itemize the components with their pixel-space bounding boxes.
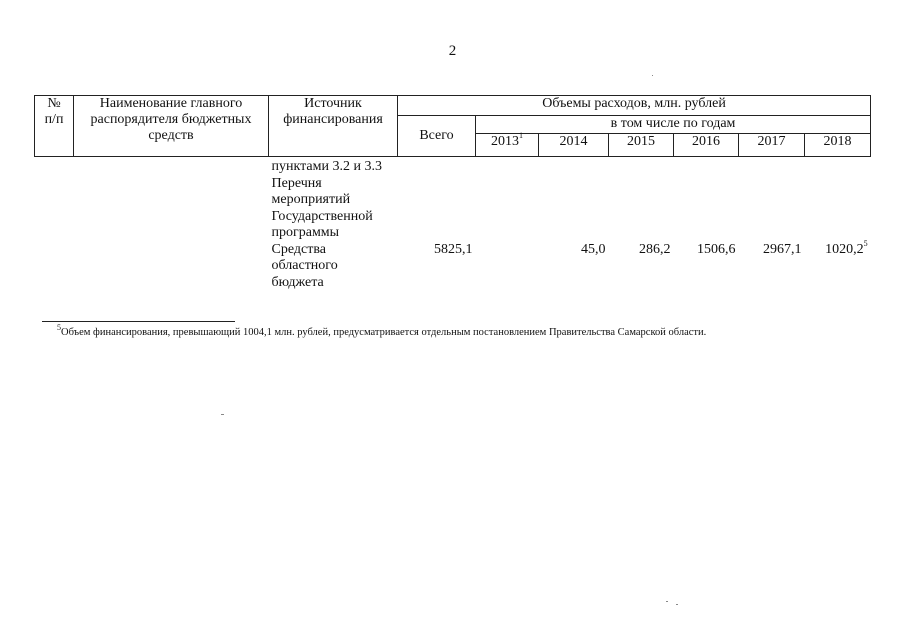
cell-total: 5825,1 [434,242,473,257]
header-num-line: п/п [44,112,64,127]
header-by-years: в том числе по годам [476,116,871,134]
header-source [269,96,398,157]
header-total: Всего [398,116,476,157]
header-num-line: № [47,96,61,111]
scan-speck [676,604,678,605]
cell-2016: 1506,6 [697,242,736,257]
footnote-divider [42,321,235,322]
scan-speck [221,414,224,415]
footnote-ref: 5 [863,239,868,249]
header-source-line: финансирования [283,112,383,127]
source-line: областного [271,258,338,273]
cell-num [35,157,74,292]
cell-name [74,157,269,292]
source-line: Средства [271,241,326,257]
header-year-2016: 2016 [674,134,739,157]
header-volumes: Объемы расходов, млн. рублей [398,96,871,116]
cell-2013 [476,157,539,292]
footnote-text: Объем финансирования, превышающий 1004,1 млн. рублей, предусматривается отдельным постановлением Правительства Самарской области. [61,327,707,338]
scan-speck [652,75,653,76]
source-line: мероприятий [271,192,351,207]
table-row [35,157,871,292]
header-year-2015: 2015 [609,134,674,157]
header-source-line: Источник [304,96,362,111]
header-name-line: Наименование главного [99,96,243,111]
footnote-ref: 1 [519,131,523,141]
source-line: программы [271,225,340,240]
source-line: бюджета [271,274,324,290]
header-name-line: распорядителя бюджетных [90,112,252,127]
cell-2014: 45,0 [581,242,606,257]
header-year-2014: 2014 [539,134,609,157]
cell-source [269,157,398,292]
header-num [35,96,74,157]
source-line: Перечня [271,175,322,191]
footnote [57,322,707,338]
header-name-line: средств [148,128,194,143]
header-name [74,96,269,157]
value-2018: 1020,2 [825,242,864,257]
header-year-2017: 2017 [739,134,805,157]
header-year-2018: 2018 [805,134,871,157]
cell-2015: 286,2 [639,242,671,257]
budget-table [34,95,871,291]
footnote-marker: 5 [57,322,61,332]
page-number: 2 [448,43,457,59]
header-year-2013 [476,131,539,157]
cell-2017: 2967,1 [763,242,802,257]
scan-speck [666,601,668,602]
source-line: Государственной [271,208,373,224]
year-label: 2013 [491,134,519,149]
source-line: пунктами 3.2 и 3.3 [271,159,382,174]
cell-2018 [805,157,871,292]
